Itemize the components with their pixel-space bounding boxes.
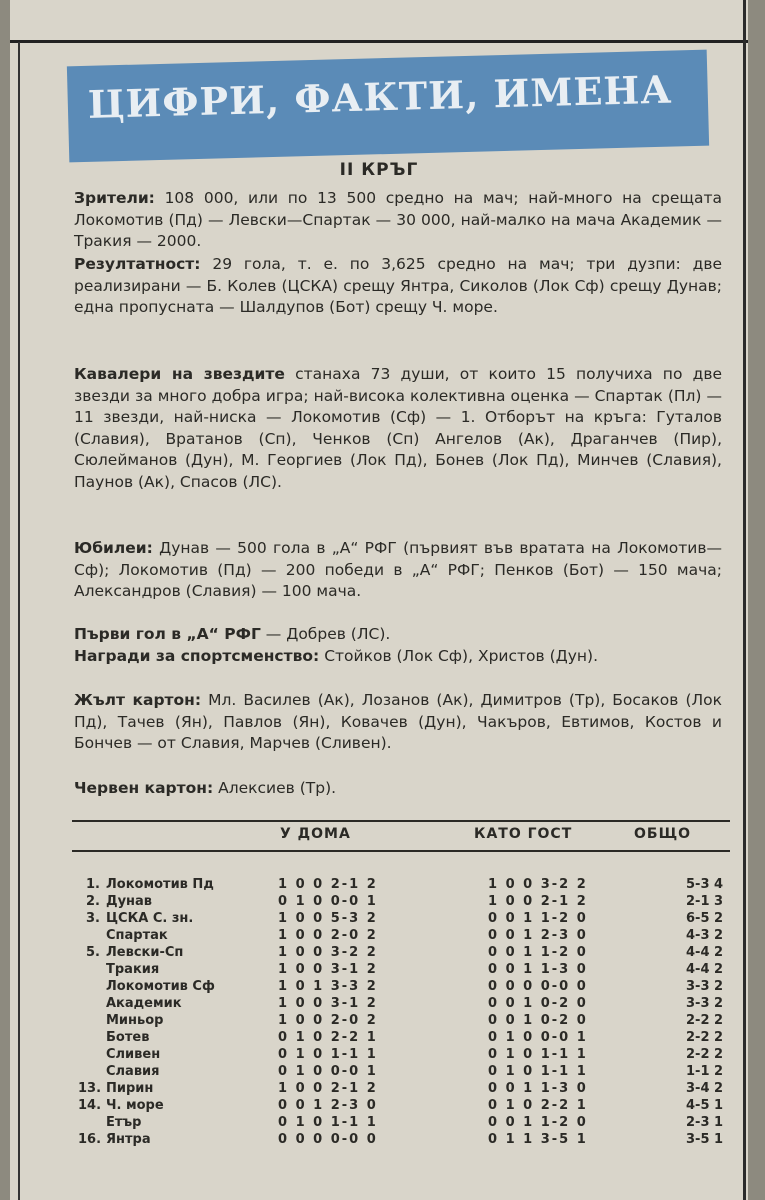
paragraph-sportsmanship: [74, 646, 722, 668]
table-row: [10, 1131, 748, 1148]
table-row: [10, 978, 748, 995]
total-record: 3-5 1: [686, 1132, 724, 1147]
home-record: 0 1 0 1-1 1: [278, 1047, 378, 1062]
table-top-rule: [72, 820, 730, 822]
home-record: 0 1 0 1-1 1: [278, 1115, 378, 1130]
total-record: 2-2 2: [686, 1047, 724, 1062]
header-home: У ДОМА: [280, 826, 351, 842]
section-banner: [67, 50, 709, 163]
paragraph-text: станаха 73 души, от които 15 получиха по две звезди за много добра игра; най-висока колективна оценка — Спартак (Пл) — 11 звезди, най-ниска — Локомотив (Сф) — 1. Отборът на кръга: Гуталов (Славия), Вратанов (Сп), Ченков (Сп) Ангелов (Ак), Драганчев (Пир), Сюлейманов (Дун), М. Георгиев (Лок Пд), Бонев (Лок Пд), Минчев (Славия), Паунов (Ак), Спасов (ЛС).: [74, 365, 722, 491]
team-rank: 3.: [86, 911, 100, 926]
total-record: 3-3 2: [686, 996, 724, 1011]
paragraph-text: 108 000, или по 13 500 средно на мач; най-много на срещата Локомотив (Пд) — Левски—Спартак — 30 000, най-малко на мача Академик — Тракия — 2000.: [74, 189, 722, 250]
table-row: [10, 1080, 748, 1097]
team-name: Пирин: [106, 1081, 154, 1096]
paragraph-label: Червен картон:: [74, 779, 214, 797]
away-record: 0 0 1 0-2 0: [488, 996, 588, 1011]
total-record: 2-1 3: [686, 894, 724, 909]
table-row: [10, 995, 748, 1012]
away-record: 0 1 0 0-0 1: [488, 1030, 588, 1045]
table-row: [10, 893, 748, 910]
team-name: Славия: [106, 1064, 160, 1079]
paragraph-jubilees: [74, 538, 722, 603]
away-record: 0 0 1 1-2 0: [488, 945, 588, 960]
total-record: 3-4 2: [686, 1081, 724, 1096]
paragraph-label: Кавалери на звездите: [74, 365, 285, 383]
team-rank: 13.: [78, 1081, 102, 1096]
away-record: 0 0 1 1-2 0: [488, 911, 588, 926]
paragraph-text: 29 гола, т. е. по 3,625 средно на мач; три дузпи: две реализирани — Б. Колев (ЦСКА) срещу Янтра, Сиколов (Лок Сф) срещу Дунав; една пропусната — Шалдупов (Бот) срещу Ч. море.: [74, 255, 722, 316]
paragraph-text: Алексиев (Тр).: [213, 779, 337, 797]
team-name: Миньор: [106, 1013, 164, 1028]
round-title: II КРЪГ: [339, 160, 419, 180]
away-record: 0 1 0 1-1 1: [488, 1064, 588, 1079]
standings-table: [10, 876, 748, 1148]
away-record: 1 0 0 3-2 2: [488, 877, 588, 892]
banner-title: ЦИФРИ, ФАКТИ, ИМЕНА: [87, 66, 673, 127]
total-record: 4-5 1: [686, 1098, 724, 1113]
team-name: Сливен: [106, 1047, 161, 1062]
home-record: 1 0 0 2-0 2: [278, 1013, 378, 1028]
paragraph-label: Първи гол в „А“ РФГ: [74, 625, 261, 643]
header-total: ОБЩО: [634, 826, 692, 842]
paragraph-label: Резултатност:: [74, 255, 201, 273]
home-record: 1 0 0 2-1 2: [278, 877, 378, 892]
paragraph-label: Жълт картон:: [74, 691, 202, 709]
total-record: 1-1 2: [686, 1064, 724, 1079]
team-name: Ботев: [106, 1030, 150, 1045]
table-row: [10, 1012, 748, 1029]
team-rank: 14.: [78, 1098, 102, 1113]
away-record: 0 1 0 1-1 1: [488, 1047, 588, 1062]
top-rule: [10, 40, 748, 43]
paragraph-label: Юбилеи:: [74, 539, 153, 557]
team-name: Дунав: [106, 894, 153, 909]
home-record: 1 0 0 5-3 2: [278, 911, 378, 926]
team-rank: 2.: [86, 894, 100, 909]
total-record: 2-2 2: [686, 1013, 724, 1028]
table-row: [10, 961, 748, 978]
home-record: 0 1 0 0-0 1: [278, 894, 378, 909]
table-row: [10, 1046, 748, 1063]
paragraph-yellow-card: [74, 690, 722, 755]
team-name: Локомотив Пд: [106, 877, 214, 892]
team-name: Локомотив Сф: [106, 979, 215, 994]
paragraph-label: Награди за спортсменство:: [74, 647, 320, 665]
away-record: 0 0 0 0-0 0: [488, 979, 588, 994]
paragraph-text: Мл. Василев (Ак), Лозанов (Ак), Димитров (Тр), Босаков (Лок Пд), Тачев (Ян), Павлов (Ян), Ковачев (Дун), Чакъров, Евтимов, Костов и Бончев — от Славия, Марчев (Сливен).: [74, 691, 723, 752]
away-record: 0 0 1 1-3 0: [488, 1081, 588, 1096]
table-row: [10, 944, 748, 961]
paragraph-label: Зрители:: [74, 189, 155, 207]
table-row: [10, 1114, 748, 1131]
home-record: 1 0 1 3-3 2: [278, 979, 378, 994]
home-record: 1 0 0 2-1 2: [278, 1081, 378, 1096]
paragraph-text: Стойков (Лок Сф), Христов (Дун).: [319, 647, 599, 665]
away-record: 0 0 1 2-3 0: [488, 928, 588, 943]
away-record: 0 0 1 0-2 0: [488, 1013, 588, 1028]
paragraph-stars: [74, 364, 722, 493]
away-record: 0 1 0 2-2 1: [488, 1098, 588, 1113]
team-name: Спартак: [106, 928, 168, 943]
team-rank: 16.: [78, 1132, 102, 1147]
paragraph-spectators: [74, 188, 722, 253]
table-header-rule: [72, 850, 730, 852]
team-name: Левски-Сп: [106, 945, 184, 960]
paragraph-text: — Добрев (ЛС).: [260, 625, 391, 643]
paragraph-first-goal: [74, 624, 722, 646]
table-row: [10, 927, 748, 944]
header-away: КАТО ГОСТ: [474, 826, 573, 842]
home-record: 0 0 0 0-0 0: [278, 1132, 378, 1147]
away-record: 0 1 1 3-5 1: [488, 1132, 588, 1147]
paragraph-text: Дунав — 500 гола в „А“ РФГ (първият във вратата на Локомотив—Сф); Локомотив (Пд) — 200 победи в „А“ РФГ; Пенков (Бот) — 150 мача; Александров (Славия) — 100 мача.: [74, 539, 722, 600]
away-record: 0 0 1 1-2 0: [488, 1115, 588, 1130]
home-record: 0 1 0 2-2 1: [278, 1030, 378, 1045]
home-record: 0 0 1 2-3 0: [278, 1098, 378, 1113]
table-row: [10, 1063, 748, 1080]
away-record: 1 0 0 2-1 2: [488, 894, 588, 909]
table-row: [10, 1097, 748, 1114]
team-name: Ч. море: [106, 1098, 164, 1113]
home-record: 1 0 0 3-2 2: [278, 945, 378, 960]
home-record: 1 0 0 3-1 2: [278, 962, 378, 977]
total-record: 4-4 2: [686, 945, 724, 960]
table-row: [10, 876, 748, 893]
team-rank: 5.: [86, 945, 100, 960]
home-record: 0 1 0 0-0 1: [278, 1064, 378, 1079]
newspaper-page: [10, 0, 748, 1200]
total-record: 3-3 2: [686, 979, 724, 994]
total-record: 5-3 4: [686, 877, 724, 892]
away-record: 0 0 1 1-3 0: [488, 962, 588, 977]
total-record: 2-3 1: [686, 1115, 724, 1130]
total-record: 2-2 2: [686, 1030, 724, 1045]
total-record: 4-4 2: [686, 962, 724, 977]
total-record: 6-5 2: [686, 911, 724, 926]
total-record: 4-3 2: [686, 928, 724, 943]
table-row: [10, 910, 748, 927]
home-record: 1 0 0 2-0 2: [278, 928, 378, 943]
paragraph-scoring: [74, 254, 722, 319]
team-name: Етър: [106, 1115, 142, 1130]
team-rank: 1.: [86, 877, 100, 892]
team-name: Тракия: [106, 962, 160, 977]
team-name: Янтра: [106, 1132, 151, 1147]
table-row: [10, 1029, 748, 1046]
team-name: Академик: [106, 996, 182, 1011]
home-record: 1 0 0 3-1 2: [278, 996, 378, 1011]
team-name: ЦСКА С. зн.: [106, 911, 194, 926]
paragraph-red-card: [74, 778, 722, 800]
